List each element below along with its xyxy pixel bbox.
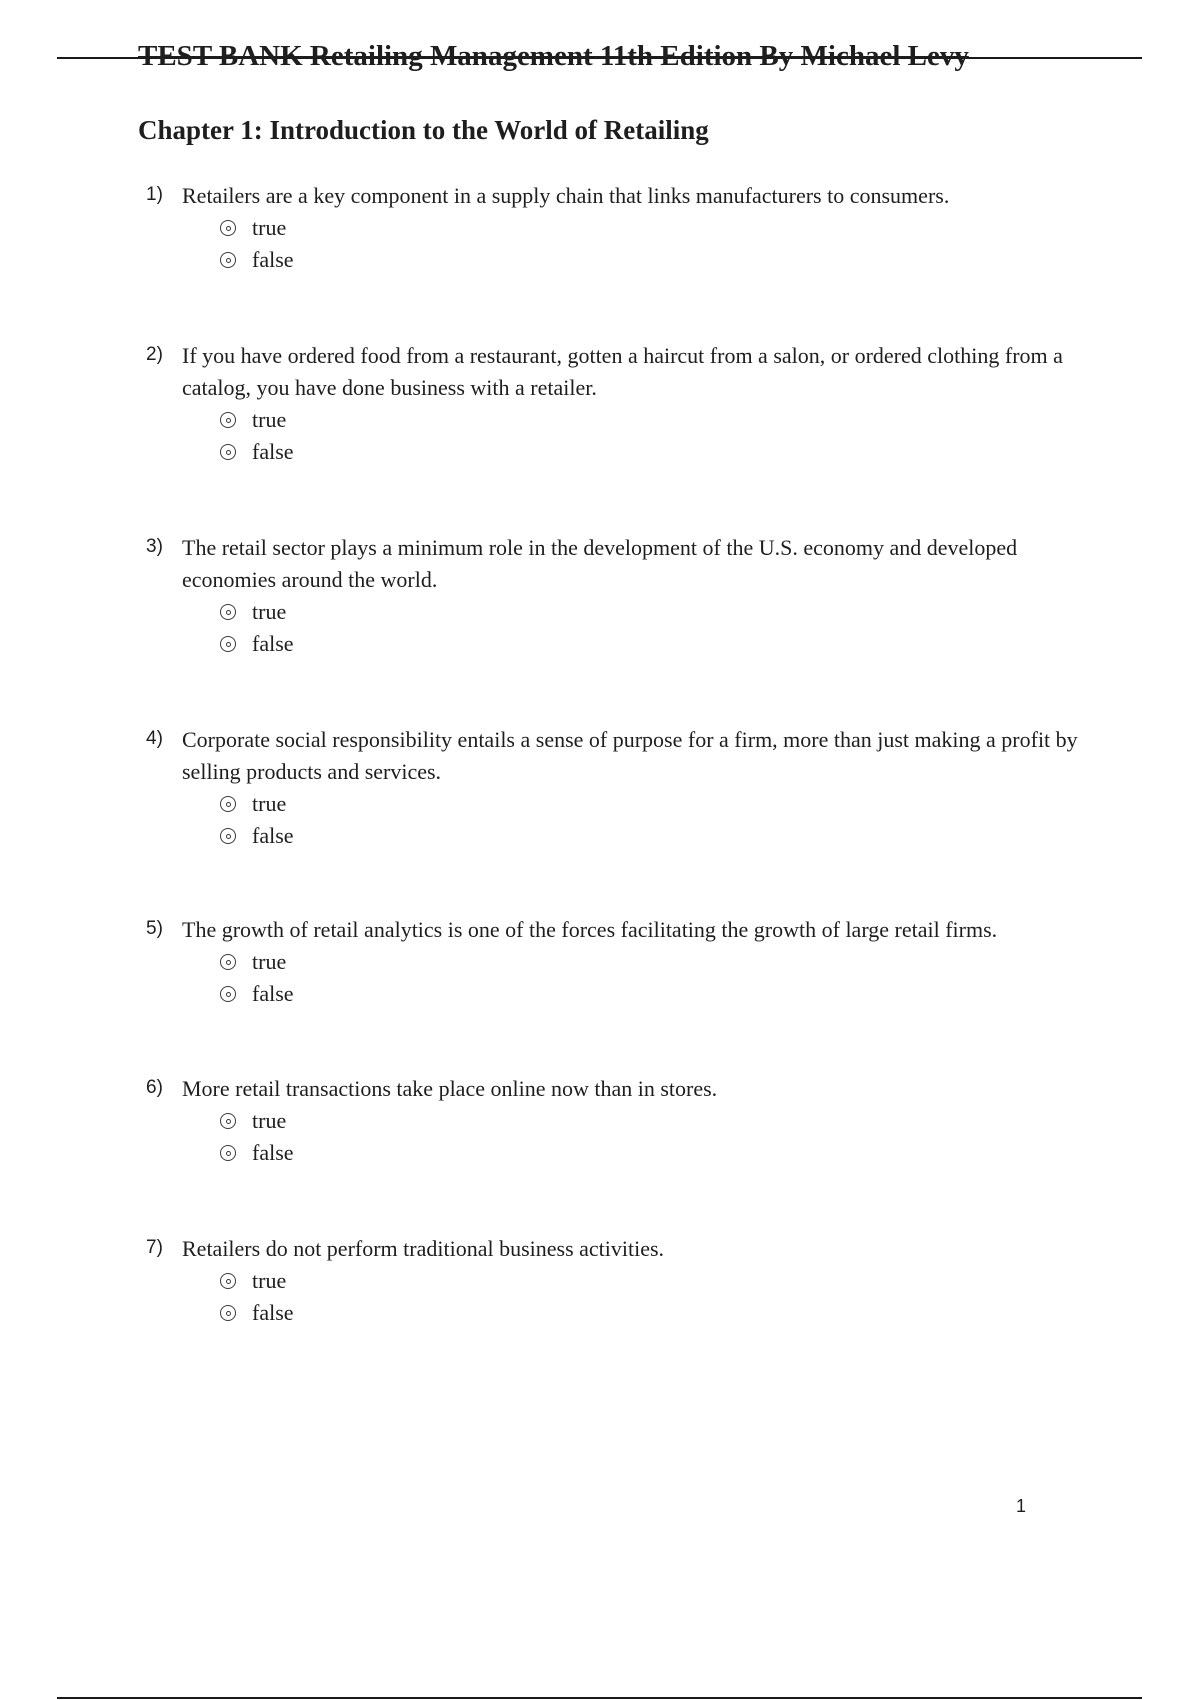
option-label: false <box>252 823 294 848</box>
option-label: true <box>252 599 287 624</box>
page-number: 1 <box>1016 1496 1027 1516</box>
option-label: false <box>252 247 294 272</box>
question-number: 3) <box>146 536 163 557</box>
option-true[interactable] <box>220 788 1096 820</box>
option-false[interactable] <box>220 820 1096 852</box>
radio-icon[interactable] <box>220 796 236 812</box>
radio-icon[interactable] <box>220 444 236 460</box>
question-1 <box>146 180 1096 276</box>
option-label: false <box>252 631 294 656</box>
radio-icon[interactable] <box>220 412 236 428</box>
option-false[interactable] <box>220 978 1096 1010</box>
question-text: The retail sector plays a minimum role in the development of the U.S. economy and developed economies around the world. <box>182 535 1018 592</box>
question-7 <box>146 1233 1096 1329</box>
question-3 <box>146 532 1096 660</box>
question-number: 1) <box>146 184 163 205</box>
radio-icon[interactable] <box>220 1113 236 1129</box>
option-label: false <box>252 439 294 464</box>
option-false[interactable] <box>220 628 1096 660</box>
option-false[interactable] <box>220 436 1096 468</box>
option-label: true <box>252 215 287 240</box>
option-label: false <box>252 981 294 1006</box>
option-true[interactable] <box>220 212 1096 244</box>
option-label: true <box>252 407 287 432</box>
radio-icon[interactable] <box>220 954 236 970</box>
option-true[interactable] <box>220 1265 1096 1297</box>
option-label: true <box>252 791 287 816</box>
radio-icon[interactable] <box>220 1273 236 1289</box>
radio-icon[interactable] <box>220 604 236 620</box>
option-label: true <box>252 1268 287 1293</box>
question-text: If you have ordered food from a restaurant, gotten a haircut from a salon, or ordered clothing from a catalog, you have done business with a retailer. <box>182 343 1063 400</box>
page-title: TEST BANK Retailing Management 11th Edition By Michael Levy <box>138 40 969 72</box>
answer-options <box>146 788 1096 852</box>
answer-options <box>146 212 1096 276</box>
footer-rule <box>57 1697 1142 1699</box>
question-2 <box>146 340 1096 468</box>
answer-options <box>146 1105 1096 1169</box>
answer-options <box>146 946 1096 1010</box>
option-true[interactable] <box>220 946 1096 978</box>
question-text: Retailers do not perform traditional business activities. <box>182 1236 665 1261</box>
question-number: 4) <box>146 728 163 749</box>
answer-options <box>146 596 1096 660</box>
question-6 <box>146 1073 1096 1169</box>
radio-icon[interactable] <box>220 1145 236 1161</box>
option-label: false <box>252 1140 294 1165</box>
radio-icon[interactable] <box>220 220 236 236</box>
question-text: The growth of retail analytics is one of the forces facilitating the growth of large retail firms. <box>182 917 998 942</box>
radio-icon[interactable] <box>220 986 236 1002</box>
option-false[interactable] <box>220 1137 1096 1169</box>
option-true[interactable] <box>220 404 1096 436</box>
option-true[interactable] <box>220 596 1096 628</box>
option-false[interactable] <box>220 244 1096 276</box>
question-number: 2) <box>146 344 163 365</box>
question-number: 5) <box>146 918 163 939</box>
radio-icon[interactable] <box>220 828 236 844</box>
question-text: Corporate social responsibility entails a sense of purpose for a firm, more than just making a profit by selling products and services. <box>182 727 1078 784</box>
question-number: 6) <box>146 1077 163 1098</box>
question-text: Retailers are a key component in a supply chain that links manufacturers to consumers. <box>182 183 950 208</box>
chapter-heading: Chapter 1: Introduction to the World of Retailing <box>138 115 709 145</box>
radio-icon[interactable] <box>220 636 236 652</box>
option-true[interactable] <box>220 1105 1096 1137</box>
answer-options <box>146 404 1096 468</box>
option-label: false <box>252 1300 294 1325</box>
option-label: true <box>252 949 287 974</box>
question-4 <box>146 724 1096 852</box>
option-label: true <box>252 1108 287 1133</box>
radio-icon[interactable] <box>220 1305 236 1321</box>
question-number: 7) <box>146 1237 163 1258</box>
question-text: More retail transactions take place online now than in stores. <box>182 1076 718 1101</box>
radio-icon[interactable] <box>220 252 236 268</box>
answer-options <box>146 1265 1096 1329</box>
option-false[interactable] <box>220 1297 1096 1329</box>
question-5 <box>146 914 1096 1010</box>
